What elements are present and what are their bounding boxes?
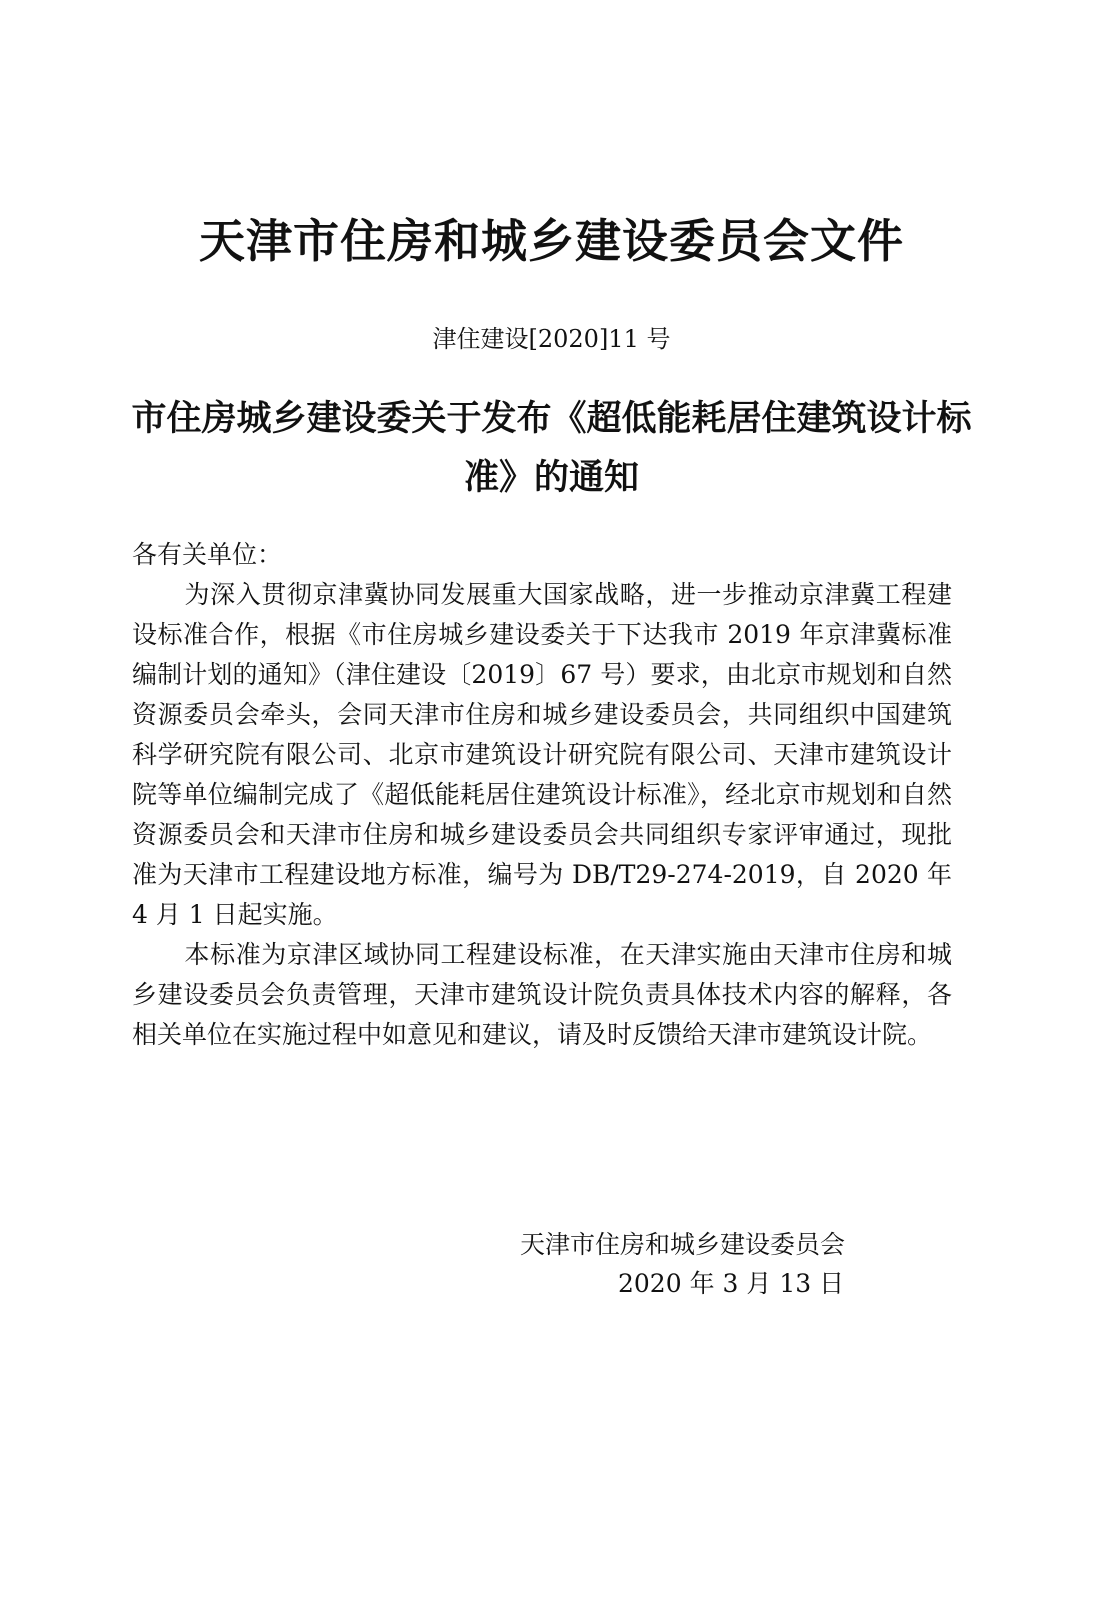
document-header-title: 天津市住房和城乡建设委员会文件 xyxy=(199,214,904,268)
notice-title: 市住房城乡建设委关于发布《超低能耗居住建筑设计标准》的通知 xyxy=(131,399,972,498)
body-paragraph-2: 本标准为京津区域协同工程建设标准，在天津实施由天津市住房和城乡建设委员会负责管理，天津市建筑设计院负责具体技术内容的解释，各相关单位在实施过程中如意见和建议，请及时反馈给天津市建筑设计院。 xyxy=(132,940,952,1049)
document-body xyxy=(132,535,952,1055)
body-paragraph-1: 为深入贯彻京津冀协同发展重大国家战略，进一步推动京津冀工程建设标准合作，根据《市住房城乡建设委关于下达我市 2019 年京津冀标准编制计划的通知》（津住建设〔2019〕67 号）要求，由北京市规划和自然资源委员会牵头，会同天津市住房和城乡建设委员会，共同组织中国建筑科学研究院有限公司、北京市建筑设计研究院有限公司、天津市建筑设计院等单位编制完成了《超低能耗居住建筑设计标准》，经北京市规划和自然资源委员会和天津市住房和城乡建设委员会共同组织专家评审通过，现批准为天津市工程建设地方标准，编号为 DB/T29-274-2019，自 2020 年 4 月 1 日起实施。 xyxy=(132,580,952,929)
salutation: 各有关单位： xyxy=(132,540,283,569)
signature-organization: 天津市住房和城乡建设委员会 xyxy=(520,1230,846,1259)
document-number: 津住建设[2020]11 号 xyxy=(432,325,671,353)
signature-date: 2020 年 3 月 13 日 xyxy=(618,1269,845,1298)
